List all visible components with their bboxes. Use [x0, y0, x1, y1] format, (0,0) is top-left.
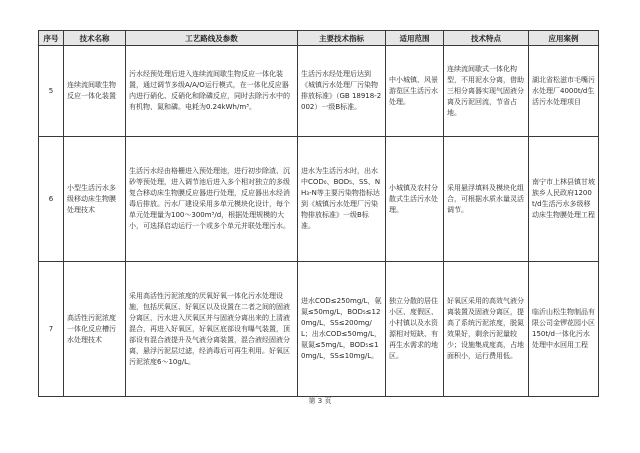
cell-indicators: 进水COD≤250mg/L，氨氮≤50mg/L，BOD₅≤120mg/L，SS≤200mg/L；出水COD≤50mg/L，氨氮≤5mg/L，BOD₅≤10mg/L，SS≤10mg/L。: [298, 262, 386, 397]
cell-cases: 湖北省松滋市毛嘴污水处理厂4000t/d生活污水处理项目: [529, 46, 599, 137]
cell-process: 采用高活性污泥浓度的厌氧好氧一体化污水处理设施，包括厌氧区、好氧区以及设置在二者之间的固液分离区，污水进入厌氧区并与固液分离出来的上清液混合，再进入好氧区，好氧区底部设有曝气装置，顶部设有混合液提升及气液分离装置，混合液经固液分离，悬浮污泥层过滤，经消毒后可再生利用。好氧区污泥浓度6～10g/L。: [126, 262, 298, 397]
technology-table: [38, 30, 599, 397]
cell-features: 连续流间歇式一体化构型，不用泥水分离，借助三相分离器实现气固液分离及污泥回流，节省占地。: [444, 46, 529, 137]
table-row: [39, 262, 599, 397]
header-process: 工艺路线及参数: [126, 31, 298, 46]
cell-indicators: 生活污水经处理后达到《城镇污水处理厂污染物排放标准》（GB 18918-2002）一级B标准。: [298, 46, 386, 137]
table-row: [39, 137, 599, 262]
cell-no: 6: [39, 137, 64, 262]
document-sheet: [38, 30, 598, 397]
cell-tech-name: 连续流间歇生物反应一体化装置: [64, 46, 126, 137]
cell-scope: 小城镇及农村分散式生活污水处理。: [386, 137, 444, 262]
cell-scope: 独立分散的居住小区、度假区、小村镇以及水资源相对短缺、有再生水需求的地区。: [386, 262, 444, 397]
header-indicators: 主要技术指标: [298, 31, 386, 46]
cell-indicators: 进水为生活污水时，出水中COD₀、BOD₅、SS、NH₃-N等主要污染物指标达到《城镇污水处理厂污染物排放标准》一级B标准。: [298, 137, 386, 262]
page-number: 第 3 页: [308, 397, 332, 405]
cell-cases: 南宁市上林县镇甘坡族乡人民政府1200t/d生活污水多级移动床生物膜处理工程: [529, 137, 599, 262]
table-header-row: [39, 31, 599, 46]
cell-no: 7: [39, 262, 64, 397]
cell-features: 采用悬浮填料及模块化组合，可根据水质水量灵活调节。: [444, 137, 529, 262]
header-cases: 应用案例: [529, 31, 599, 46]
cell-cases: 临沂山松生物制品有限公司金锣花园小区150t/d一体化污水处理中水回用工程: [529, 262, 599, 397]
cell-tech-name: 小型生活污水多级移动床生物膜处理技术: [64, 137, 126, 262]
cell-no: 5: [39, 46, 64, 137]
header-no: 序号: [39, 31, 64, 46]
cell-tech-name: 高活性污泥浓度一体化反应槽污水处理技术: [64, 262, 126, 397]
header-scope: 适用范围: [386, 31, 444, 46]
cell-features: 好氧区采用的高效气液分离装置及固液分离区，提高了系统污泥浓度，脱氮效果好，剩余污泥量较少；设施集成度高，占地面积小，运行费用低。: [444, 262, 529, 397]
header-tech-name: 技术名称: [64, 31, 126, 46]
table-row: [39, 46, 599, 137]
cell-process: 生活污水经由格栅进入预处理池，进行初步除渣、沉砂等预处理，进入调节池后进入多个相对独立的多级复合移动床生物膜反应器进行处理，反应器出水经消毒后排放。污水厂建设采用多单元模块化设计，每个单元处理量为100～300m³/d，根据处理规模的大小，可选择启动运行一个或多个单元并联处理污水。: [126, 137, 298, 262]
cell-process: 污水经预处理后进入连续流间歇生物反应一体化装置，通过调节多级A/A/O运行模式，在一体化反应器内进行硝化、反硝化和除磷反应，同时去除污水中的有机物、氮和磷。电耗为0.24kWh/m³。: [126, 46, 298, 137]
cell-scope: 中小城镇、风景游览区生活污水处理。: [386, 46, 444, 137]
header-features: 技术特点: [444, 31, 529, 46]
